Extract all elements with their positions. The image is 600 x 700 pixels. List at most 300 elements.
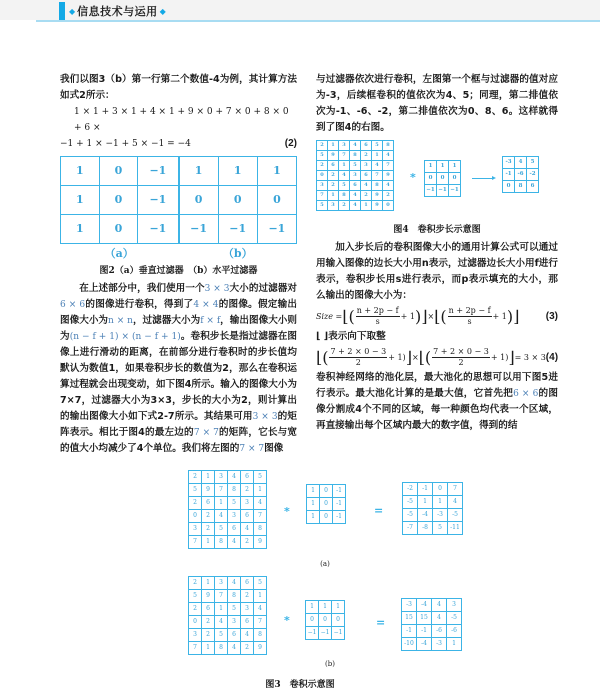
matrix-cell: 2	[383, 191, 394, 201]
matrix-cell: −1	[319, 627, 332, 640]
matrix-cell: 2	[339, 201, 350, 211]
matrix-cell: 3	[447, 599, 462, 612]
matrix-cell: 4	[432, 599, 447, 612]
matrix-cell: 8	[383, 141, 394, 151]
matrix-cell: 0	[189, 510, 202, 523]
figure-2-caption: 图2（a）垂直过滤器 （b）水平过滤器	[99, 266, 258, 276]
matrix-cell: 7	[189, 536, 202, 549]
matrix-row	[306, 614, 345, 627]
matrix-row	[61, 157, 179, 186]
matrix-cell: −1	[425, 185, 437, 197]
matrix-cell: 4	[254, 497, 267, 510]
matrix-cell: 0	[503, 181, 515, 193]
matrix-cell: 4	[241, 523, 254, 536]
matrix-cell: 1	[328, 191, 339, 201]
matrix-cell: 6	[241, 616, 254, 629]
eq3-numerator: n + 2p − f	[356, 306, 399, 315]
matrix-cell: 3	[228, 510, 241, 523]
matrix-cell: 7	[189, 642, 202, 655]
matrix-cell: 4	[432, 612, 447, 625]
figure-2	[60, 156, 297, 262]
matrix-cell: 0	[433, 483, 448, 496]
matrix-cell: -6	[447, 625, 462, 638]
matrix-cell: 1	[202, 536, 215, 549]
figure-4-input-matrix	[316, 140, 394, 211]
matrix-cell: 1	[328, 141, 339, 151]
matrix-cell: 1	[61, 157, 100, 186]
matrix-cell: -3	[503, 157, 515, 169]
figure-3b-result-matrix	[401, 598, 462, 651]
matrix-cell: -1	[402, 625, 417, 638]
matrix-cell: −1	[138, 215, 178, 244]
matrix-cell: 7	[254, 510, 267, 523]
matrix-cell: 4	[350, 191, 361, 201]
matrix-cell: 3	[328, 201, 339, 211]
matrix-cell: 6	[241, 471, 254, 484]
matrix-cell: -3	[433, 509, 448, 522]
equation-2-line1	[60, 104, 297, 136]
matrix-cell: 1	[418, 496, 433, 509]
equation-text: −1 + 1 × −1 + 5 × −1 = −4	[60, 139, 191, 149]
matrix-row	[403, 522, 463, 535]
matrix-cell: -6	[432, 625, 447, 638]
matrix-cell: -3	[432, 638, 447, 651]
matrix-cell: 0	[306, 614, 319, 627]
eq4-result: = 3 × 3	[514, 352, 546, 362]
matrix-cell: 1	[254, 484, 267, 497]
matrix-cell: 6	[241, 510, 254, 523]
matrix-cell: 0	[425, 173, 437, 185]
matrix-row	[179, 157, 297, 186]
paragraph-stride: 在上述部分中，我们使用一个3 × 3大小的过滤器对6 × 6的图像进行卷积，得到了4 × 4的图像。假定输出图像大小为n × n，过滤器大小为f × f，输出图像大小则为(n − f + 1) × (n − f + 1)。卷积步长是指过滤器在图像上进行滑动的距离，在前部分进行卷积时的步长值均默认为数值1，如果卷积步长的数值为2，那么在卷积运算过程就会出现变动，如下图4所示。输入的图像大小为7×7，过滤器大小为3×3，步长的大小为2，则计算出的输出图像大小如下式2-7所示。其结果可用3 × 3的矩阵表示。相比于图4的最左边的7 × 7的矩阵，它长与宽的值大小均减少了4个单位。我们将左图的7 × 7图像	[60, 283, 298, 454]
matrix-cell: 3	[228, 616, 241, 629]
matrix-cell: 5	[433, 522, 448, 535]
matrix-cell: 2	[361, 151, 372, 161]
matrix-cell: 2	[241, 484, 254, 497]
matrix-cell: 4	[372, 161, 383, 171]
matrix-cell: -4	[417, 638, 432, 651]
matrix-row	[189, 642, 267, 655]
matrix-cell: 7	[254, 616, 267, 629]
matrix-cell: 6	[350, 181, 361, 191]
right-column	[316, 72, 558, 434]
matrix-cell: 6	[228, 523, 241, 536]
matrix-cell: -6	[515, 169, 527, 181]
matrix-cell: 8	[372, 181, 383, 191]
matrix-cell: 4	[448, 496, 463, 509]
matrix-cell: 4	[350, 141, 361, 151]
matrix-cell: 0	[99, 157, 138, 186]
diamond-icon: ◆	[159, 6, 166, 16]
matrix-cell: 5	[317, 151, 328, 161]
matrix-cell: -4	[418, 509, 433, 522]
matrix-row	[189, 471, 267, 484]
matrix-row	[317, 201, 394, 211]
matrix-cell: 7	[448, 483, 463, 496]
matrix-cell: 0	[218, 186, 257, 215]
matrix-cell: 0	[383, 201, 394, 211]
paragraph-pooling: 卷积神经网络的池化层，最大池化的思想可以用下图5进行表示。最大池化计算的是最大值，它首先把6 × 6的图像分割成4个不同的区域，每一种颜色均代表一个区域，再直接输出每个区域内最大的数字值，得到的结	[316, 372, 559, 431]
matrix-cell: -2	[403, 483, 418, 496]
matrix-cell: 5	[372, 141, 383, 151]
matrix-cell: 6	[228, 629, 241, 642]
header-title: 信息技术与运用	[77, 5, 158, 18]
intro-paragraph: 我们以图3（b）第一行第二个数值-4为例，其计算方法如式2所示：	[60, 74, 297, 101]
matrix-cell: 4	[228, 471, 241, 484]
eq3-lhs: Size =	[316, 311, 343, 321]
matrix-cell: 1	[447, 638, 462, 651]
matrix-cell: 3	[189, 629, 202, 642]
matrix-row	[403, 496, 463, 509]
matrix-cell: -5	[447, 612, 462, 625]
matrix-cell: 1	[449, 161, 461, 173]
matrix-cell: 1	[306, 601, 319, 614]
matrix-cell: -1	[417, 625, 432, 638]
matrix-cell: 8	[254, 523, 267, 536]
matrix-cell: 5	[228, 603, 241, 616]
equation-4: ⌊( $\frac{7 + 2 \times 0 - 3}{2}$ + 1) ⌋ × ⌊( $\frac{7 + 2 \times 0 - 3}{2}$ + 1) ⌋ = 3 × 3 (4)	[316, 347, 559, 367]
matrix-cell: -3	[402, 599, 417, 612]
matrix-cell: -1	[503, 169, 515, 181]
matrix-cell: 0	[99, 215, 138, 244]
matrix-cell: -5	[448, 509, 463, 522]
matrix-cell: 8	[515, 181, 527, 193]
matrix-cell: 1	[215, 497, 228, 510]
figure-4-caption: 图4 卷积步长示意图	[393, 225, 481, 235]
matrix-cell: 2	[202, 510, 215, 523]
matrix-cell: 1	[202, 642, 215, 655]
matrix-cell: 4	[339, 171, 350, 181]
matrix-cell: 1	[61, 215, 100, 244]
matrix-cell: 8	[228, 484, 241, 497]
matrix-cell: 4	[383, 151, 394, 161]
eq4-plus-one: + 1)	[490, 352, 509, 362]
figure-4-output-matrix	[502, 156, 539, 193]
matrix-cell: 2	[202, 616, 215, 629]
matrix-cell: −1	[138, 186, 178, 215]
matrix-cell: 0	[319, 614, 332, 627]
matrix-cell: 8	[254, 629, 267, 642]
matrix-cell: 7	[383, 161, 394, 171]
matrix-cell: 4	[241, 629, 254, 642]
header-accent-bar	[59, 2, 65, 20]
figure-3a-filter-matrix	[306, 484, 346, 524]
matrix-row	[306, 627, 345, 640]
matrix-cell: 2	[317, 161, 328, 171]
matrix-row	[61, 186, 179, 215]
matrix-cell: 3	[241, 497, 254, 510]
equation-number: (2)	[284, 138, 297, 149]
eq3-plus-one: + 1	[400, 311, 415, 321]
matrix-cell: −1	[332, 627, 345, 640]
figure-2a-matrix	[60, 156, 179, 244]
matrix-cell: -2	[527, 169, 539, 181]
matrix-cell: 4	[383, 181, 394, 191]
matrix-cell: 0	[320, 498, 333, 511]
eq3-plus-one: + 1	[492, 311, 507, 321]
matrix-cell: 5	[317, 201, 328, 211]
matrix-cell: 0	[320, 485, 333, 498]
matrix-cell: 1	[361, 201, 372, 211]
matrix-cell: 7	[215, 484, 228, 497]
eq3-denominator: s	[467, 317, 472, 326]
matrix-row	[402, 625, 462, 638]
matrix-cell: 3	[317, 181, 328, 191]
matrix-cell: 0	[437, 173, 449, 185]
matrix-cell: −1	[257, 215, 296, 244]
matrix-row	[503, 157, 539, 169]
matrix-cell: 9	[372, 191, 383, 201]
figure-3b-filter-matrix	[305, 600, 345, 640]
matrix-cell: -1	[418, 483, 433, 496]
matrix-row	[317, 171, 394, 181]
matrix-cell: 1	[332, 601, 345, 614]
matrix-cell: -1	[333, 485, 346, 498]
matrix-row	[307, 511, 346, 524]
eq4-denominator: 2	[458, 358, 464, 367]
matrix-cell: 0	[257, 186, 296, 215]
eq4-numerator: 7 + 2 × 0 − 3	[330, 347, 387, 356]
matrix-cell: 4	[361, 181, 372, 191]
matrix-cell: -7	[403, 522, 418, 535]
matrix-row	[403, 509, 463, 522]
matrix-cell: 5	[350, 161, 361, 171]
matrix-cell: 9	[254, 536, 267, 549]
convolution-operator: *	[410, 171, 416, 184]
matrix-cell: 0	[332, 614, 345, 627]
matrix-row	[189, 616, 267, 629]
matrix-cell: 9	[372, 201, 383, 211]
matrix-cell: -5	[403, 509, 418, 522]
matrix-cell: 5	[254, 471, 267, 484]
eq4-numerator: 7 + 2 × 0 − 3	[433, 347, 489, 356]
matrix-row	[179, 215, 297, 244]
matrix-cell: 9	[202, 484, 215, 497]
matrix-cell: 8	[228, 590, 241, 603]
matrix-cell: 2	[189, 603, 202, 616]
matrix-row	[402, 599, 462, 612]
matrix-row	[61, 215, 179, 244]
figure-2b-label: （b）	[222, 247, 253, 260]
matrix-cell: 2	[189, 577, 202, 590]
matrix-cell: 6	[202, 603, 215, 616]
matrix-cell: 0	[189, 616, 202, 629]
matrix-row	[306, 601, 345, 614]
matrix-cell: −1	[449, 185, 461, 197]
matrix-cell: 1	[61, 186, 100, 215]
matrix-cell: -5	[403, 496, 418, 509]
matrix-cell: 5	[339, 181, 350, 191]
matrix-row	[402, 638, 462, 651]
matrix-cell: 1	[372, 151, 383, 161]
matrix-cell: 7	[317, 191, 328, 201]
matrix-cell: -10	[402, 638, 417, 651]
matrix-row	[189, 629, 267, 642]
figure-3a-result-matrix	[402, 482, 463, 535]
matrix-cell: 9	[328, 151, 339, 161]
matrix-cell: 1	[257, 157, 296, 186]
matrix-cell: 1	[254, 590, 267, 603]
matrix-cell: −1	[437, 185, 449, 197]
matrix-cell: 5	[527, 157, 539, 169]
matrix-cell: -8	[418, 522, 433, 535]
matrix-cell: 6	[527, 181, 539, 193]
matrix-cell: -11	[448, 522, 463, 535]
header-rule	[36, 20, 600, 22]
matrix-row	[317, 191, 394, 201]
matrix-row	[189, 590, 267, 603]
matrix-cell: 15	[402, 612, 417, 625]
paragraph-stride-formula: 加入步长后的卷积图像大小的通用计算公式可以通过用输入图像的边长大小用n表示，过滤器边长大小用f进行表示，卷积步长用s进行表示，而p表示填充的大小，那么输出的图像大小为：	[316, 242, 558, 301]
matrix-cell: 4	[215, 616, 228, 629]
matrix-row	[503, 169, 539, 181]
matrix-row	[425, 173, 461, 185]
equation-number: (3)	[545, 310, 558, 322]
matrix-cell: 0	[179, 186, 218, 215]
figure-3-caption: 图3 卷积示意图	[265, 680, 335, 690]
floor-note-text: ⌊ ⌋表示向下取整	[316, 331, 386, 342]
matrix-cell: 3	[215, 577, 228, 590]
matrix-cell: −1	[218, 215, 257, 244]
matrix-cell: 4	[254, 603, 267, 616]
matrix-cell: 4	[228, 536, 241, 549]
matrix-cell: 0	[99, 186, 138, 215]
matrix-cell: 6	[241, 577, 254, 590]
matrix-cell: 9	[254, 642, 267, 655]
arrow-right-icon	[472, 178, 494, 179]
matrix-cell: 3	[215, 471, 228, 484]
paragraph-fig4-explanation: 与过滤器依次进行卷积，左图第一个框与过滤器的值对应为-3，后续框卷积的值依次为4、5；同理，第二排值依次为-1、-6、-2，第二排值依次为0、8、6。这样就得到了图4的右图。	[316, 74, 558, 133]
figure-3a-label: (a)	[320, 560, 330, 568]
figure-2b	[179, 156, 298, 262]
matrix-cell: 2	[317, 141, 328, 151]
matrix-cell: 4	[228, 577, 241, 590]
eq3-numerator: n + 2p − f	[448, 306, 491, 315]
figure-4	[316, 140, 558, 220]
figure-2a	[60, 156, 179, 262]
matrix-cell: 1	[307, 485, 320, 498]
matrix-cell: 4	[515, 157, 527, 169]
matrix-row	[503, 181, 539, 193]
matrix-row	[307, 498, 346, 511]
matrix-cell: -4	[417, 599, 432, 612]
matrix-cell: 8	[215, 536, 228, 549]
matrix-cell: 8	[339, 191, 350, 201]
matrix-cell: -1	[333, 498, 346, 511]
figure-3b-label: (b)	[325, 660, 335, 668]
matrix-row	[317, 161, 394, 171]
matrix-cell: 3	[350, 171, 361, 181]
matrix-cell: 1	[339, 161, 350, 171]
matrix-cell: 3	[241, 603, 254, 616]
matrix-row	[317, 151, 394, 161]
matrix-cell: 2	[189, 471, 202, 484]
matrix-row	[317, 181, 394, 191]
matrix-cell: 6	[202, 497, 215, 510]
matrix-cell: 6	[361, 171, 372, 181]
matrix-cell: 0	[449, 173, 461, 185]
matrix-cell: 1	[179, 157, 218, 186]
matrix-cell: 5	[228, 497, 241, 510]
eq4-times: ×	[411, 352, 419, 362]
matrix-cell: 1	[215, 603, 228, 616]
figure-4-filter-matrix	[424, 160, 461, 197]
eq3-times: ×	[427, 311, 435, 321]
matrix-cell: 2	[241, 590, 254, 603]
matrix-row	[317, 141, 394, 151]
figure-2b-matrix	[179, 156, 298, 244]
matrix-cell: 6	[328, 161, 339, 171]
equals-operator: =	[374, 504, 384, 517]
running-header	[59, 2, 168, 20]
matrix-cell: 2	[241, 642, 254, 655]
matrix-cell: 1	[202, 471, 215, 484]
matrix-cell: 5	[189, 484, 202, 497]
matrix-cell: 2	[241, 536, 254, 549]
matrix-row	[189, 510, 267, 523]
matrix-row	[307, 485, 346, 498]
matrix-cell: 2	[361, 191, 372, 201]
equation-number: (4)	[545, 351, 559, 363]
matrix-row	[189, 484, 267, 497]
matrix-cell: 4	[215, 510, 228, 523]
matrix-cell: 1	[307, 511, 320, 524]
matrix-row	[189, 497, 267, 510]
matrix-cell: 9	[383, 171, 394, 181]
matrix-cell: 1	[433, 496, 448, 509]
figure-3a-input-matrix	[188, 470, 267, 549]
matrix-cell: 6	[361, 141, 372, 151]
matrix-cell: 5	[215, 629, 228, 642]
matrix-row	[189, 603, 267, 616]
matrix-cell: 3	[339, 141, 350, 151]
diamond-icon: ◆	[69, 6, 76, 16]
matrix-cell: 3	[361, 161, 372, 171]
left-column	[60, 72, 297, 457]
matrix-row	[189, 536, 267, 549]
matrix-cell: 1	[218, 157, 257, 186]
eq4-plus-one: + 1)	[388, 352, 406, 362]
matrix-cell: 0	[317, 171, 328, 181]
matrix-cell: 8	[215, 642, 228, 655]
matrix-cell: −1	[138, 157, 178, 186]
matrix-row	[425, 185, 461, 197]
matrix-cell: 1	[437, 161, 449, 173]
matrix-cell: 1	[307, 498, 320, 511]
matrix-row	[189, 523, 267, 536]
equation-2-line2	[60, 136, 297, 152]
matrix-cell: 7	[215, 590, 228, 603]
matrix-cell: 1	[425, 161, 437, 173]
matrix-row	[403, 483, 463, 496]
matrix-cell: −1	[179, 215, 218, 244]
equation-3: Size = ⌊( $\frac{n + 2p - f}{s}$ + 1 )⌋ × ⌊( $\frac{n + 2p - f}{s}$ + 1 )⌋ (3)	[316, 306, 558, 326]
matrix-cell: 5	[215, 523, 228, 536]
figure-3b-input-matrix	[188, 576, 267, 655]
matrix-cell: 4	[228, 642, 241, 655]
eq4-denominator: 2	[355, 358, 361, 367]
matrix-cell: 1	[319, 601, 332, 614]
equation-text: 1 × 1 + 3 × 1 + 4 × 1 + 9 × 0 + 7 × 0 + 8 × 0 + 6 ×	[74, 107, 289, 133]
matrix-cell: 2	[328, 181, 339, 191]
matrix-cell: 7	[372, 171, 383, 181]
matrix-cell: 7	[339, 151, 350, 161]
matrix-cell: 5	[254, 577, 267, 590]
matrix-cell: 9	[202, 590, 215, 603]
matrix-cell: 0	[320, 511, 333, 524]
matrix-row	[179, 186, 297, 215]
matrix-cell: 8	[350, 151, 361, 161]
